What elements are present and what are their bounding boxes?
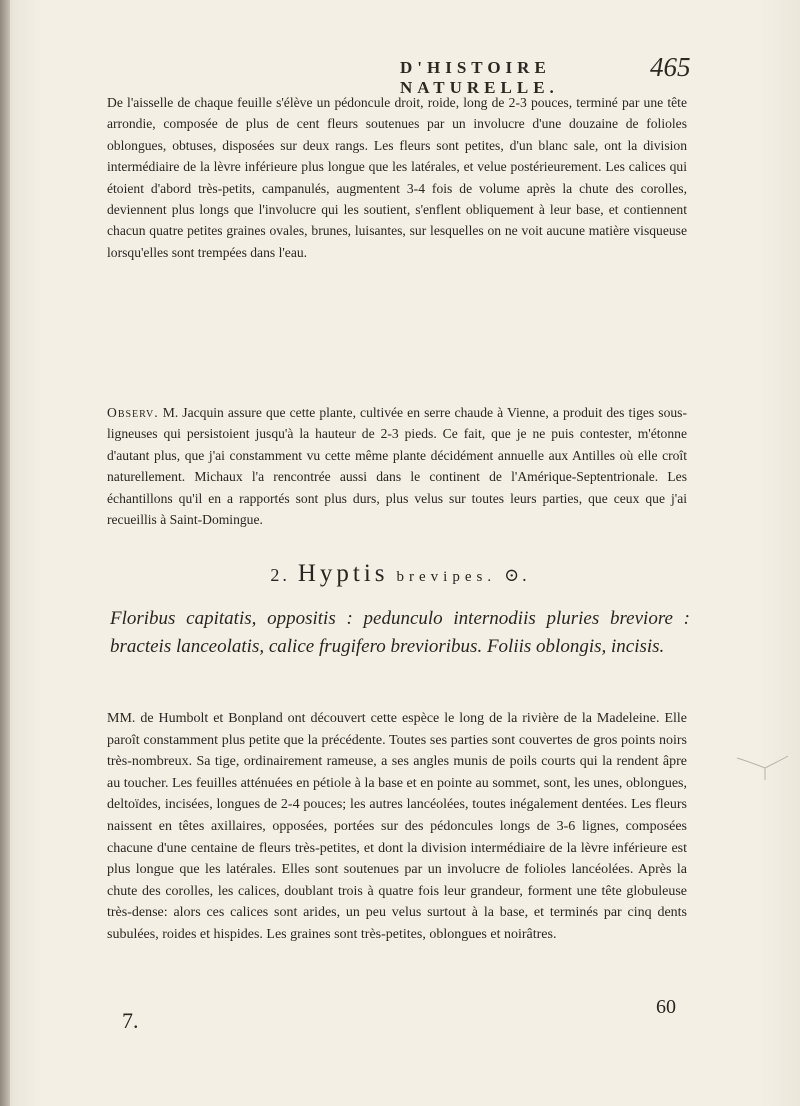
paragraph-brevipes-description: MM. de Humbolt et Bonpland ont découvert cette espèce le long de la rivière de la Madeleine. Elle paroît constamment plus petite que la précédente. Toutes ses parties sont couvertes de gros points noirs très-nombreux. Sa tige, ordinairement rameuse, a ses angles munis de poils courts qui la rendent âpre au toucher. Les feuilles atténuées en pétiole à la base et en pointe au sommet, sont, les unes, oblongues, deltoïdes, incisées, longues de 2-4 pouces; les autres lancéolées, toutes inégalement dentées. Les fleurs naissent en têtes axillaires, opposées, portées sur des pédoncules longs de 3-6 lignes, composées chacune d'une centaine de fleurs très-petites, et dont la division intermédiaire de la lèvre inférieure est plus longue que les latérales. Elles sont soutenues par un involucre de folioles lancéolées. Après la chute des corolles, les calices, doublant trois à quatre fois leur grandeur, forment une tête globuleuse très-dense: alors ces calices sont arides, un peu velus surtout à la base, et terminés par cinq dents subulées, roides et hispides. Les graines sont très-petites, oblongues et noirâtres. bbox=[107, 711, 687, 942]
signature-mark: 7. bbox=[122, 1008, 139, 1033]
observation-label: Observ. bbox=[107, 405, 159, 420]
latin-diagnosis: Floribus capitatis, oppositis : pedunculo internodiis pluries breviore : bracteis lanceolatis, calice frugifero brevioribus. Foliis oblongis, incisis. bbox=[110, 608, 690, 657]
paragraph-observation bbox=[107, 402, 687, 530]
running-header bbox=[110, 52, 691, 97]
page-binding-edge bbox=[0, 0, 10, 1106]
paragraph-description: De l'aisselle de chaque feuille s'élève un pédoncule droit, roide, long de 2-3 pouces, terminé par une tête arrondie, composée de plus de cent fleurs soutenues par un involucre d'une douzaine de folioles oblongues, obtuses, disposées sur deux rangs. Les fleurs sont petites, d'un blanc sale, ont la division intermédiaire de la lèvre inférieure plus longue que les latérales, et velue postérieurement. Les calices qui étoient d'abord très-petits, campanulés, augmentent 3-4 fois de volume après la chute des corolles, deviennent plus longs que l'involucre qui les soutient, s'enflent obliquement à leur base, et contiennent chacun quatre petites graines ovales, brunes, luisantes, sur lesquelles on ne voit aucune matière visqueuse lorsqu'elles sont trempées dans l'eau. bbox=[107, 95, 687, 260]
header-title: D'HISTOIRE NATURELLE. bbox=[400, 58, 559, 97]
page-number: 465 bbox=[650, 52, 691, 82]
catchword: 60 bbox=[656, 996, 676, 1018]
annual-symbol: ⊙. bbox=[504, 565, 530, 585]
species-epithet: brevipes. bbox=[396, 569, 497, 585]
species-heading bbox=[110, 560, 690, 588]
species-number: 2. bbox=[270, 565, 290, 585]
observation-text: M. Jacquin assure que cette plante, cultivée en serre chaude à Vienne, a produit des tiges sous-ligneuses qui persistoient jusqu'à la hauteur de 2-3 pieds. Ce fait, que je ne puis contester, m'étonne d'autant plus, que j'ai constamment vu cette même plante décidément annuelle aux Antilles où elle croît naturellement. Michaux l'a rencontrée aussi dans le continent de l'Amérique-Septentrionale. Les échantillons qu'il en a rapportés sont plus durs, plus velus sur toutes leurs parties, que ceux que j'ai recueillis à Saint-Domingue. bbox=[107, 405, 687, 528]
species-genus: Hyptis bbox=[297, 560, 389, 587]
margin-pencil-mark bbox=[735, 752, 790, 782]
